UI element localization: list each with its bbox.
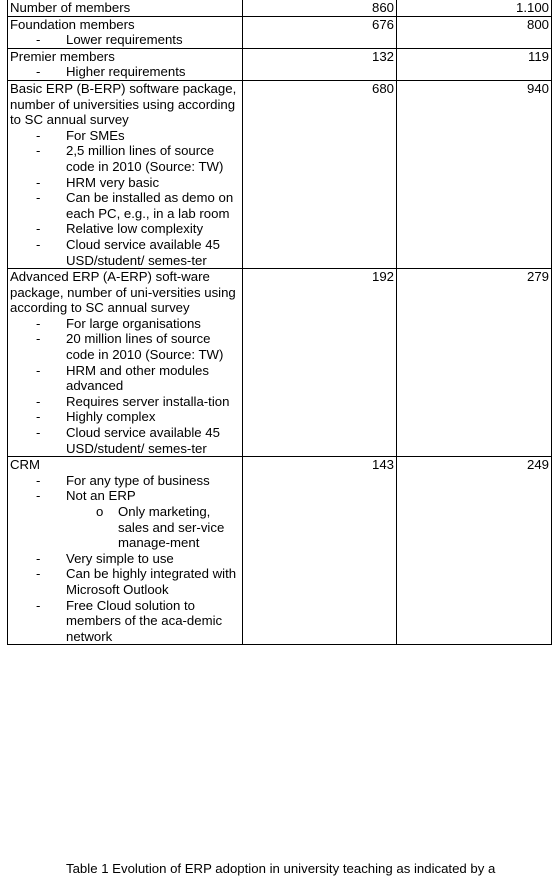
- row-label-cell: [8, 16, 243, 48]
- row-label-cell: [8, 457, 243, 645]
- list-item-text: Lower requirements: [66, 32, 183, 48]
- list-item: [10, 316, 240, 332]
- value-cell-col3: 119: [397, 48, 552, 80]
- row-label: CRM: [10, 457, 41, 473]
- dash-bullet: -: [36, 409, 41, 425]
- row-label-cell: [8, 0, 243, 16]
- row-label: Number of members: [10, 0, 131, 15]
- table-row: [8, 457, 552, 645]
- dash-bullet: -: [36, 64, 41, 80]
- dash-bullet: -: [36, 550, 41, 566]
- list-item: [10, 551, 240, 567]
- dash-bullet: -: [36, 566, 41, 582]
- list-item-text: Relative low complexity: [66, 221, 204, 237]
- value-cell-col3: 940: [397, 80, 552, 268]
- erp-adoption-table: [7, 0, 552, 645]
- list-item: [10, 331, 240, 362]
- list-item-text: 2,5 million lines of source code in 2010 (Source: TW): [66, 143, 224, 174]
- list-item: [10, 190, 240, 221]
- value-cell-col3: 1.100: [397, 0, 552, 16]
- list-item: [10, 64, 240, 80]
- list-item-text: Cloud service available 45 USD/student/ semes-ter: [66, 236, 220, 268]
- dash-bullet: -: [36, 597, 41, 613]
- list-item: [10, 32, 240, 48]
- list-item-text: Free Cloud solution to members of the aca-demic network: [66, 597, 223, 644]
- value-cell-col2: 132: [243, 48, 397, 80]
- dash-bullet: -: [36, 425, 41, 441]
- dash-bullet: -: [36, 190, 41, 206]
- table-caption: Table 1 Evolution of ERP adoption in university teaching as indicated by a: [66, 861, 496, 876]
- dash-bullet: -: [36, 32, 41, 48]
- dash-bullet: -: [36, 362, 41, 378]
- circle-bullet: o: [96, 504, 104, 519]
- value-cell-col2: 680: [243, 80, 397, 268]
- list-item-text: Highly complex: [66, 409, 156, 425]
- table-row: [8, 48, 552, 80]
- value-cell-col2: 143: [243, 457, 397, 645]
- list-item: [10, 473, 240, 489]
- row-label-cell: [8, 80, 243, 268]
- list-item-text: HRM and other modules advanced: [66, 362, 209, 394]
- list-item-text: For large organisations: [66, 315, 201, 331]
- value-cell-col3: 800: [397, 16, 552, 48]
- row-label: Premier members: [10, 48, 115, 64]
- sub-list-item: [10, 504, 240, 551]
- list-item: [10, 128, 240, 144]
- list-item-text: Not an ERP: [66, 488, 136, 504]
- list-item: [10, 363, 240, 394]
- dash-bullet: -: [36, 393, 41, 409]
- list-item: [10, 566, 240, 597]
- dash-bullet: -: [36, 143, 41, 159]
- list-item: [10, 237, 240, 268]
- list-item-text: 20 million lines of source code in 2010 (Source: TW): [66, 331, 224, 363]
- dash-bullet: -: [36, 488, 41, 504]
- value-cell-col2: 676: [243, 16, 397, 48]
- dash-bullet: -: [36, 221, 41, 237]
- list-item: [10, 143, 240, 174]
- sub-list-item-text: Only marketing, sales and ser-vice manage-ment: [118, 504, 225, 551]
- value-cell-col3: 249: [397, 457, 552, 645]
- list-item-text: Very simple to use: [66, 550, 174, 566]
- list-item: [10, 394, 240, 410]
- dash-bullet: -: [36, 174, 41, 190]
- table-row: [8, 80, 552, 268]
- list-item: [10, 488, 240, 504]
- row-label-cell: [8, 48, 243, 80]
- value-cell-col3: 279: [397, 269, 552, 457]
- value-cell-col2: 860: [243, 0, 397, 16]
- list-item-text: Requires server installa-tion: [66, 393, 230, 409]
- list-item: [10, 409, 240, 425]
- list-item-text: For SMEs: [66, 127, 125, 143]
- dash-bullet: -: [36, 315, 41, 331]
- list-item: [10, 598, 240, 645]
- list-item-text: Higher requirements: [66, 64, 186, 80]
- table-body: [8, 0, 552, 645]
- dash-bullet: -: [36, 236, 41, 252]
- dash-bullet: -: [36, 472, 41, 488]
- table-row: [8, 0, 552, 16]
- row-label: Foundation members: [10, 16, 135, 32]
- list-item-text: Can be highly integrated with Microsoft Outlook: [66, 566, 237, 597]
- dash-bullet: -: [36, 331, 41, 347]
- list-item: [10, 175, 240, 191]
- row-label-cell: [8, 269, 243, 457]
- dash-bullet: -: [36, 127, 41, 143]
- table-row: [8, 269, 552, 457]
- list-item-text: For any type of business: [66, 472, 210, 488]
- list-item: [10, 425, 240, 456]
- list-item-text: Cloud service available 45 USD/student/ semes-ter: [66, 425, 220, 456]
- row-label: Basic ERP (B-ERP) software package, number of universities using according to SC annual survey: [10, 80, 237, 128]
- row-label: Advanced ERP (A-ERP) soft-ware package, number of uni-versities using according to SC annual survey: [10, 269, 236, 316]
- list-item: [10, 221, 240, 237]
- list-item-text: Can be installed as demo on each PC, e.g., in a lab room: [66, 190, 234, 221]
- value-cell-col2: 192: [243, 269, 397, 457]
- list-item-text: HRM very basic: [66, 174, 160, 190]
- table-row: [8, 16, 552, 48]
